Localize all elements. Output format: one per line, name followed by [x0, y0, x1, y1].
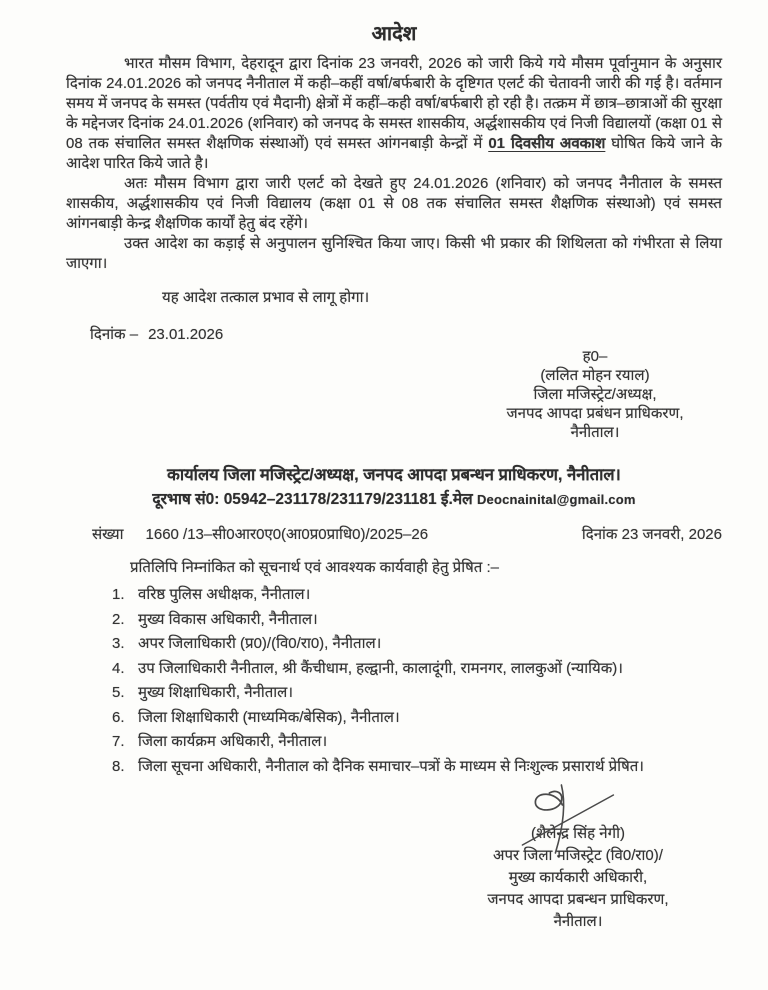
list-item: उप जिलाधिकारी नैनीताल, श्री कैंचीधाम, हल्द्वानी, कालादूंगी, रामनगर, लालकुओं (न्यायिक)।	[138, 659, 623, 677]
document-content	[66, 24, 722, 933]
reference-number-value: 1660 /13–सी0आर0ए0(आ0प्र0प्राधि0)/2025–26	[145, 526, 429, 543]
list-item: वरिष्ठ पुलिस अधीक्षक, नैनीताल।	[138, 586, 311, 603]
signatory-name: (ललित मोहन रयाल)	[540, 367, 650, 384]
list-item: मुख्य विकास अधिकारी, नैनीताल।	[138, 610, 318, 628]
paragraph-closure-detail: अतः मौसम विभाग द्वारा जारी एलर्ट को देखते हुए 24.01.2026 (शनिवार) को जनपद नैनीताल के समस्त शासकीय, अर्द्धशासकीय एवं निजी विद्यालय (कक्षा 01 से 08 तक संचालित समस्त शैक्षणिक संस्थाओ) एवं समस्त आंगनबाड़ी केन्द्र शैक्षणिक कार्यों हेतु बंद रहेंगे।	[66, 175, 722, 232]
list-item: जिला शिक्षाधिकारी (माध्यमिक/बेसिक), नैनीताल।	[138, 708, 400, 726]
signatory-place: नैनीताल।	[570, 424, 620, 441]
list-item: जिला कार्यक्रम अधिकारी, नैनीताल।	[138, 733, 328, 750]
reference-line	[92, 525, 722, 545]
reference-date: दिनांक 23 जनवरी, 2026	[581, 526, 722, 543]
paragraph-text: घोषित किये जाने के आदेश पारित किये जाते है।	[66, 135, 722, 172]
copy-to-heading: प्रतिलिपि निम्नांकित को सूचनार्थ एवं आवश्यक कार्यवाही हेतु प्रेषित :–	[130, 559, 499, 576]
sd-mark: ह0–	[582, 348, 608, 365]
order-date-label: दिनांक –	[90, 326, 139, 343]
list-item: अपर जिलाधिकारी (प्र0)/(वि0/रा0), नैनीताल।	[138, 635, 382, 652]
reference-number-label: संख्या	[92, 526, 124, 543]
signatory-block-top	[470, 347, 720, 442]
signatory-designation: जनपद आपदा प्रबन्धन प्राधिकरण,	[487, 890, 669, 908]
paragraph-immediate-effect: यह आदेश तत्काल प्रभाव से लागू होगा।	[162, 289, 370, 306]
holiday-underlined-phrase: 01 दिवसीय अवकाश	[488, 135, 606, 152]
signatory-block-bottom	[438, 823, 718, 933]
reference-number	[92, 525, 428, 545]
office-phone: दूरभाष सं0: 05942–231178/231179/231181 ई.मेल	[152, 491, 473, 508]
list-item: मुख्य शिक्षाधिकारी, नैनीताल।	[138, 684, 294, 701]
paragraph-compliance: उक्त आदेश का कड़ाई से अनुपालन सुनिश्चित किया जाए। किसी भी प्रकार की शिथिलता को गंभीरता से लिया जाएगा।	[66, 235, 722, 272]
office-name-line: कार्यालय जिला मजिस्ट्रेट/अध्यक्ष, जनपद आपदा प्रबन्धन प्राधिकरण, नैनीताल।	[167, 466, 621, 484]
signatory-designation: जनपद आपदा प्रबंधन प्राधिकरण,	[506, 405, 684, 422]
order-date-line	[90, 325, 722, 345]
office-header	[66, 464, 722, 510]
recipients-list	[66, 585, 722, 777]
list-item: जिला सूचना अधिकारी, नैनीताल को दैनिक समाचार–पत्रों के माध्यम से निःशुल्क प्रसारार्थ प्रेषित।	[138, 757, 644, 775]
signatory-designation: जिला मजिस्ट्रेट/अध्यक्ष,	[533, 386, 657, 403]
signatory-place: नैनीताल।	[553, 912, 603, 930]
signatory-designation: अपर जिला मजिस्ट्रेट (वि0/रा0)/	[493, 846, 663, 864]
signature-scribble-icon	[510, 779, 640, 857]
paragraph-text: भारत मौसम विभाग, देहरादून द्वारा दिनांक 23 जनवरी, 2026 को जारी किये गये मौसम पूर्वानुमान के अनुसार दिनांक 24.01.2026 को जनपद नैनीताल में कही–कहीं वर्षा/बर्फबारी के दृष्टिगत एलर्ट की चेतावनी जारी की गई है। वर्तमान समय में जनपद के समस्त (पर्वतीय एवं मैदानी) क्षेत्रों में कहीं–कही वर्षा/बर्फबारी हो रही है। तत्क्रम में छात्र–छात्राओं की सुरक्षा के मद्देनजर दिनांक 24.01.2026 (शनिवार) को जनपद के समस्त शासकीय, अर्द्धशासकीय एवं निजी विद्यालयों (कक्षा 01 से 08 तक संचालित समस्त शैक्षणिक संस्थाओं) एवं समस्त आंगनबाड़ी केन्द्रों में	[66, 55, 722, 152]
signatory-designation: मुख्य कार्यकारी अधिकारी,	[508, 868, 648, 886]
document-title: आदेश	[371, 23, 417, 45]
office-contact-line	[66, 489, 722, 510]
order-date-value: 23.01.2026	[148, 326, 224, 343]
signatory-name: (शैलेन्द्र सिंह नेगी)	[531, 824, 625, 842]
paragraph-weather-order	[66, 54, 722, 174]
office-email: Deocnainital@gmail.com	[476, 492, 636, 507]
